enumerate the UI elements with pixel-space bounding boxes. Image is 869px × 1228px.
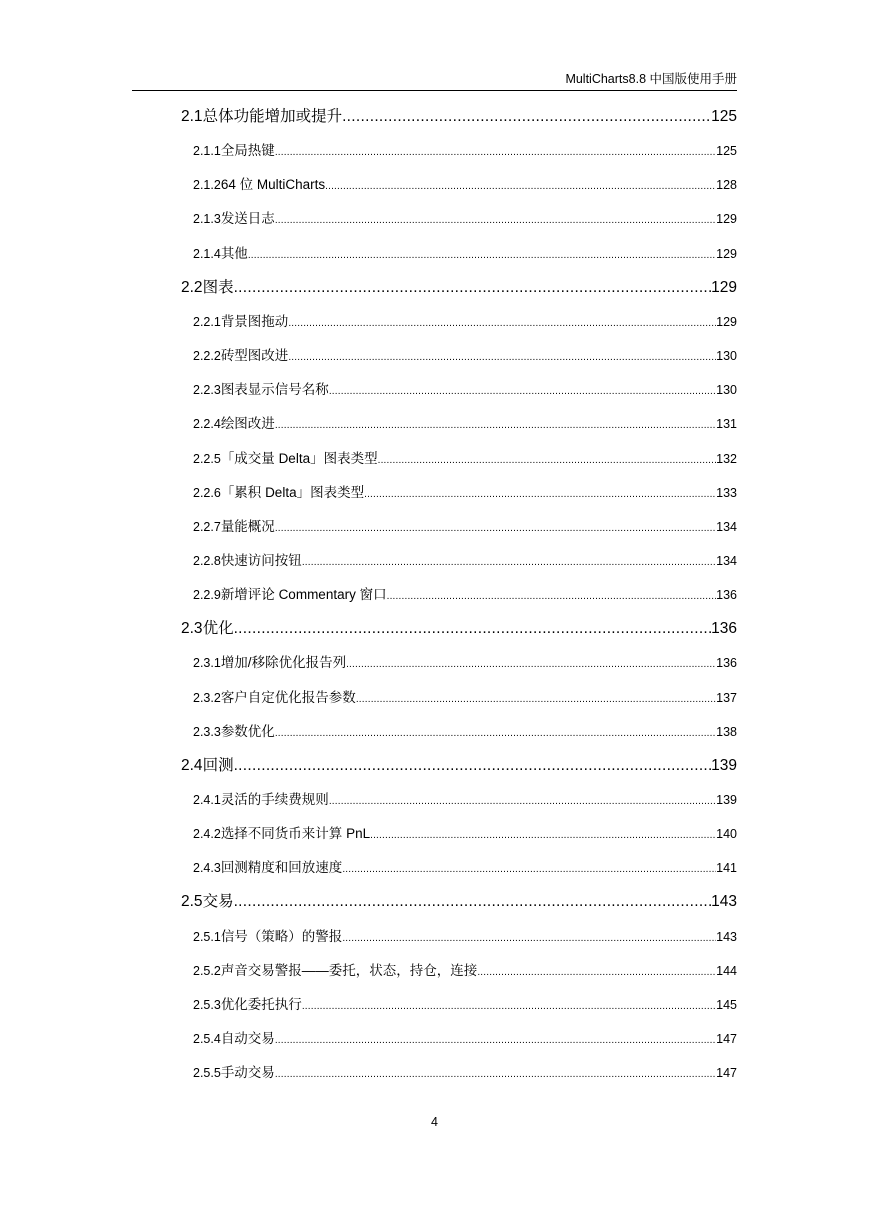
toc-entry[interactable]	[193, 859, 737, 879]
toc-entry-title: 绘图改进	[220, 416, 275, 432]
toc-entry-number: 2.2.2	[193, 349, 221, 364]
toc-dot-leader	[342, 107, 711, 127]
toc-dot-leader	[275, 1066, 716, 1084]
toc-entry-number: 2.4.2	[193, 827, 221, 842]
toc-entry-number: 2.2.8	[193, 553, 221, 568]
toc-entry[interactable]	[193, 176, 737, 196]
toc-dot-leader	[288, 315, 716, 333]
toc-entry-title: 优化委托执行	[220, 996, 302, 1012]
toc-entry-number: 2.2	[181, 278, 203, 296]
toc-entry-number: 2.2.9	[193, 588, 221, 603]
toc-entry-page: 134	[716, 553, 737, 568]
toc-entry-number: 2.5.2	[193, 963, 221, 978]
toc-dot-leader	[342, 861, 716, 879]
toc-dot-leader	[302, 554, 716, 572]
toc-entry[interactable]	[193, 962, 737, 982]
toc-dot-leader	[364, 486, 716, 504]
toc-entry-title: 64 位 MultiCharts	[220, 177, 326, 193]
toc-entry-number: 2.1	[181, 108, 203, 125]
toc-entry-title: 全局热键	[220, 143, 275, 159]
toc-entry-number: 2.5.1	[193, 929, 221, 944]
toc-entry-title: 新增评论 Commentary 窗口	[220, 587, 387, 603]
toc-entry-page: 125	[711, 108, 737, 125]
toc-entry[interactable]	[193, 996, 737, 1016]
toc-entry[interactable]	[193, 347, 737, 367]
toc-entry-page: 133	[716, 485, 737, 500]
toc-entry-number: 2.2.3	[193, 383, 221, 398]
toc-dot-leader	[346, 656, 716, 674]
toc-dot-leader	[248, 247, 716, 265]
toc-entry-page: 130	[716, 383, 737, 398]
toc-entry-title: 优化	[202, 620, 234, 638]
toc-entry[interactable]	[193, 689, 737, 709]
toc-entry-number: 2.2.4	[193, 417, 221, 432]
toc-entry-title: 图表显示信号名称	[220, 382, 329, 398]
toc-entry-title: 参数优化	[220, 723, 275, 739]
toc-entry[interactable]	[193, 1064, 737, 1084]
toc-entry-page: 129	[716, 212, 737, 227]
toc-entry-title: 「累积 Delta」图表类型	[220, 484, 365, 500]
page-number: 4	[431, 1115, 438, 1129]
toc-dot-leader	[275, 417, 716, 435]
toc-entry-title: 手动交易	[220, 1065, 275, 1081]
toc-entry-page: 143	[711, 893, 737, 911]
toc-entry-number: 2.1.4	[193, 246, 221, 261]
toc-entry[interactable]	[181, 619, 737, 639]
toc-dot-leader	[234, 756, 712, 776]
toc-entry[interactable]	[193, 1030, 737, 1050]
toc-entry-title: 量能概况	[220, 518, 275, 534]
toc-dot-leader	[302, 998, 716, 1016]
toc-entry-number: 2.2.6	[193, 485, 221, 500]
toc-entry-title: 「成交量 Delta」图表类型	[220, 450, 378, 466]
toc-dot-leader	[325, 178, 716, 196]
toc-entry-number: 2.5.3	[193, 997, 221, 1012]
toc-dot-leader	[387, 588, 717, 606]
toc-dot-leader	[234, 892, 712, 912]
toc-entry-number: 2.4.3	[193, 861, 221, 876]
toc-entry-number: 2.5.4	[193, 1032, 221, 1047]
toc-entry-page: 129	[716, 314, 737, 329]
toc-entry-page: 129	[716, 246, 737, 261]
toc-entry-title: 客户自定优化报告参数	[220, 689, 356, 705]
toc-entry-page: 130	[716, 349, 737, 364]
toc-entry-page: 136	[716, 588, 737, 603]
toc-dot-leader	[275, 212, 716, 230]
toc-entry-title: 回测精度和回放速度	[220, 860, 343, 876]
toc-entry-title: 快速访问按钮	[220, 552, 302, 568]
toc-entry-title: 交易	[202, 893, 234, 911]
toc-entry-title: 增加/移除优化报告列	[220, 655, 347, 671]
toc-entry-number: 2.2.5	[193, 451, 221, 466]
toc-entry-title: 背景图拖动	[220, 313, 289, 329]
toc-entry-number: 2.3.2	[193, 690, 221, 705]
toc-entry-page: 125	[716, 144, 737, 159]
toc-entry-title: 图表	[202, 278, 234, 296]
toc-dot-leader	[275, 144, 716, 162]
toc-dot-leader	[342, 930, 716, 948]
toc-dot-leader	[356, 691, 716, 709]
toc-entry-page: 128	[716, 178, 737, 193]
toc-entry[interactable]	[193, 142, 737, 162]
toc-entry-page: 138	[716, 724, 737, 739]
toc-entry-page: 134	[716, 519, 737, 534]
toc-entry-page: 139	[716, 793, 737, 807]
toc-dot-leader	[234, 278, 712, 298]
toc-dot-leader	[378, 452, 717, 470]
toc-entry-title: 信号（策略）的警报	[220, 928, 343, 944]
toc-entry[interactable]	[193, 586, 737, 606]
toc-dot-leader	[234, 619, 712, 639]
toc-entry[interactable]	[193, 723, 737, 743]
toc-entry-page: 136	[716, 656, 737, 671]
toc-entry[interactable]	[193, 210, 737, 230]
header-title: MultiCharts8.8 中国版使用手册	[565, 72, 737, 86]
toc-entry-number: 2.4.1	[193, 793, 221, 807]
toc-entry-page: 141	[716, 861, 737, 876]
toc-entry[interactable]	[181, 892, 737, 912]
toc-entry-title: 总体功能增加或提升	[202, 108, 343, 125]
toc-entry-page: 137	[716, 690, 737, 705]
toc-dot-leader	[329, 383, 716, 401]
toc-dot-leader	[288, 349, 716, 367]
toc-entry[interactable]	[193, 415, 737, 435]
toc-entry-page: 136	[711, 620, 737, 638]
toc-entry-title: 声音交易警报——委托，状态，持仓，连接	[220, 962, 478, 978]
toc-entry[interactable]	[193, 518, 737, 538]
toc-dot-leader	[370, 827, 716, 845]
toc-entry[interactable]	[193, 791, 737, 811]
toc-entry-number: 2.5.5	[193, 1066, 221, 1081]
toc-entry[interactable]	[193, 928, 737, 948]
toc-dot-leader	[275, 1032, 716, 1050]
toc-entry-title: 自动交易	[220, 1031, 275, 1047]
toc-entry[interactable]	[193, 654, 737, 674]
toc-entry-page: 129	[711, 278, 737, 296]
toc-entry-number: 2.2.1	[193, 314, 221, 329]
toc-entry[interactable]	[181, 278, 737, 298]
toc-entry-page: 140	[716, 827, 737, 842]
toc-entry-page: 131	[716, 417, 737, 432]
toc-entry-title: 选择不同货币来计算 PnL	[220, 826, 371, 842]
toc-entry[interactable]	[181, 756, 737, 776]
toc-entry-number: 2.3.1	[193, 656, 221, 671]
toc-entry-page: 143	[716, 929, 737, 944]
toc-entry-page: 139	[711, 756, 737, 774]
toc-entry[interactable]	[181, 107, 737, 127]
toc-entry-number: 2.1.1	[193, 144, 221, 159]
toc-entry-page: 145	[716, 997, 737, 1012]
toc-dot-leader	[275, 520, 716, 538]
toc-entry-number: 2.3	[181, 620, 203, 638]
toc-entry[interactable]	[193, 313, 737, 333]
toc-entry-title: 砖型图改进	[220, 348, 289, 364]
toc-entry-title: 发送日志	[220, 211, 275, 227]
toc-entry[interactable]	[193, 552, 737, 572]
toc-entry[interactable]	[193, 381, 737, 401]
toc-entry-title: 灵活的手续费规则	[220, 792, 329, 807]
toc-dot-leader	[329, 793, 716, 811]
toc-entry-number: 2.3.3	[193, 724, 221, 739]
toc-entry[interactable]	[193, 245, 737, 265]
toc-dot-leader	[477, 964, 716, 982]
toc-entry-title: 回测	[202, 756, 234, 774]
toc-entry-page: 147	[716, 1032, 737, 1047]
toc-entry-page: 144	[716, 963, 737, 978]
toc-entry[interactable]	[193, 825, 737, 845]
toc-entry[interactable]	[193, 484, 737, 504]
toc-entry-title: 其他	[220, 245, 248, 261]
toc-entry-number: 2.2.7	[193, 519, 221, 534]
toc-dot-leader	[275, 725, 716, 743]
toc-entry-number: 2.1.3	[193, 212, 221, 227]
toc-entry-page: 132	[716, 451, 737, 466]
toc-entry-number: 2.1.2	[193, 178, 221, 193]
toc-entry[interactable]	[193, 450, 737, 470]
toc-entry-page: 147	[716, 1066, 737, 1081]
toc-entry-number: 2.5	[181, 893, 203, 911]
page-header	[132, 70, 737, 91]
toc-entry-number: 2.4	[181, 756, 203, 774]
